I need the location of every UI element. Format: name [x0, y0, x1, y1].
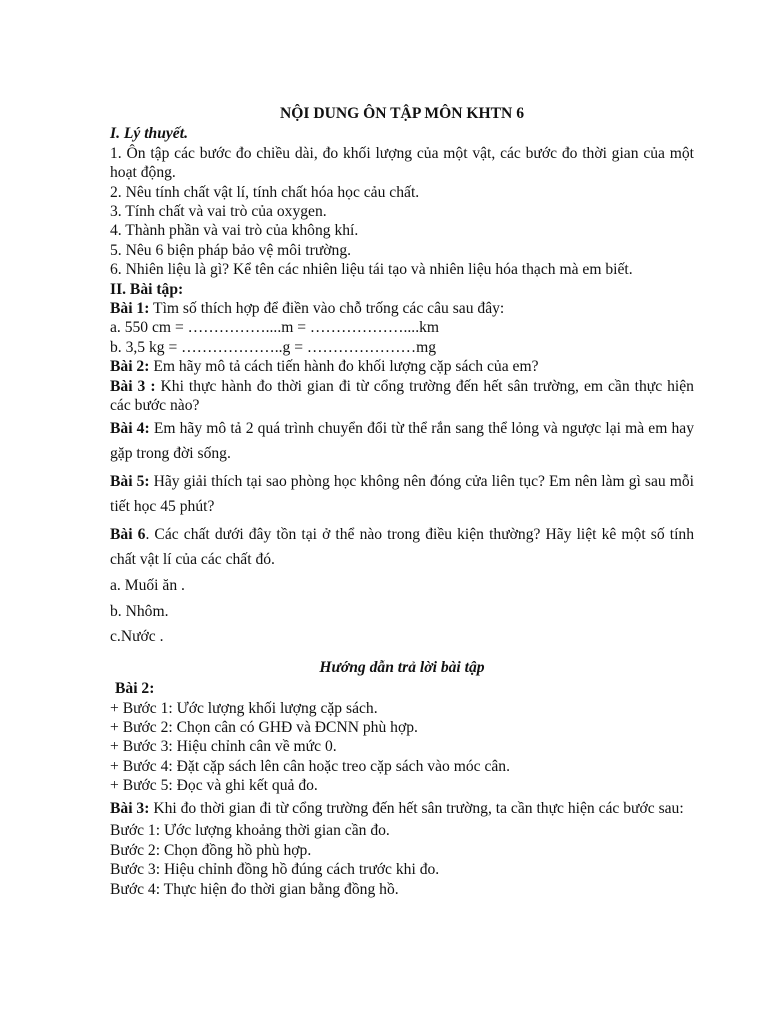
exercise-6-a: a. Muối ăn . [110, 577, 185, 595]
exercise-4-label: Bài 4: [110, 419, 150, 437]
theory-heading [110, 124, 694, 143]
exercises-heading: II. Bài tập: [110, 280, 184, 298]
exercise-6-c: c.Nước . [110, 628, 164, 646]
document-page [110, 104, 694, 899]
exercise-4-text: Em hãy mô tả 2 quá trình chuyển đổi từ thể rắn sang thể lỏng và ngược lại mà em hay gặp trong đời sống. [110, 419, 694, 463]
answer-3-step-1: Bước 1: Ước lượng khoảng thời gian cần đo. [110, 822, 390, 840]
exercise-6-b: b. Nhôm. [110, 602, 169, 620]
exercise-3 [110, 377, 694, 416]
exercise-4 [110, 416, 694, 467]
exercise-2 [110, 357, 694, 376]
answer-2-step-2: + Bước 2: Chọn cân có GHĐ và ĐCNN phù hợp. [110, 719, 418, 737]
answers-heading: Hướng dẫn trả lời bài tập [319, 658, 485, 676]
answer-3-step-2: Bước 2: Chọn đồng hồ phù hợp. [110, 841, 312, 859]
answer-2-label: Bài 2: [115, 680, 155, 698]
exercise-6 [110, 522, 694, 573]
exercise-5-label: Bài 5: [110, 472, 150, 490]
exercise-1-a: a. 550 cm = ……………....m = ………………....km [110, 319, 440, 337]
exercise-2-text: Em hãy mô tả cách tiến hành đo khối lượng cặp sách của em? [149, 358, 539, 376]
exercise-1-text: Tìm số thích hợp để điền vào chỗ trống các câu sau đây: [149, 300, 505, 318]
exercise-1-b: b. 3,5 kg = ………………..g = …………………mg [110, 338, 436, 356]
answer-3-label: Bài 3: [110, 799, 150, 817]
exercise-5-text: Hãy giải thích tại sao phòng học không nên đóng cửa liên tục? Em nên làm gì sau mỗi tiết học 45 phút? [110, 472, 694, 516]
theory-heading-text: I. Lý thuyết. [110, 125, 188, 143]
answer-2-step-4: + Bước 4: Đặt cặp sách lên cân hoặc treo cặp sách vào móc cân. [110, 757, 511, 775]
theory-item-5: 5. Nêu 6 biện pháp bảo vệ môi trường. [110, 241, 352, 259]
theory-item-6: 6. Nhiên liệu là gì? Kể tên các nhiên liệu tái tạo và nhiên liệu hóa thạch mà em biết. [110, 261, 633, 279]
theory-item-3: 3. Tính chất và vai trò của oxygen. [110, 203, 327, 221]
exercise-6-label: Bài 6 [110, 525, 146, 543]
document-title: NỘI DUNG ÔN TẬP MÔN KHTN 6 [279, 105, 525, 122]
exercise-5 [110, 469, 694, 520]
exercise-6-text: . Các chất dưới đây tồn tại ở thể nào trong điều kiện thường? Hãy liệt kê một số tính chất vật lí của các chất đó. [110, 525, 694, 569]
theory-item-4: 4. Thành phần và vai trò của không khí. [110, 222, 359, 240]
exercise-3-text: Khi thực hành đo thời gian đi từ cổng trường đến hết sân trường, em cần thực hiện các bước nào? [110, 377, 694, 415]
answer-3 [110, 796, 694, 822]
theory-item-2: 2. Nêu tính chất vật lí, tính chất hóa học cảu chất. [110, 183, 420, 201]
answer-2-step-3: + Bước 3: Hiệu chỉnh cân về mức 0. [110, 738, 337, 756]
exercise-3-label: Bài 3 : [110, 377, 156, 395]
answer-3-step-4: Bước 4: Thực hiện đo thời gian bằng đồng hồ. [110, 880, 399, 898]
theory-item-1: 1. Ôn tập các bước đo chiều dài, đo khối lượng của một vật, các bước đo thời gian của một hoạt động. [110, 144, 694, 182]
exercise-1-label: Bài 1: [110, 300, 150, 318]
answer-3-text: Khi đo thời gian đi từ cổng trường đến hết sân trường, ta cần thực hiện các bước sau: [149, 799, 684, 817]
answer-3-step-3: Bước 3: Hiệu chỉnh đồng hồ đúng cách trước khi đo. [110, 861, 440, 879]
answer-2-step-1: + Bước 1: Ước lượng khối lượng cặp sách. [110, 699, 378, 717]
answer-2-step-5: + Bước 5: Đọc và ghi kết quả đo. [110, 777, 318, 795]
exercise-2-label: Bài 2: [110, 358, 150, 376]
exercise-1 [110, 299, 694, 318]
